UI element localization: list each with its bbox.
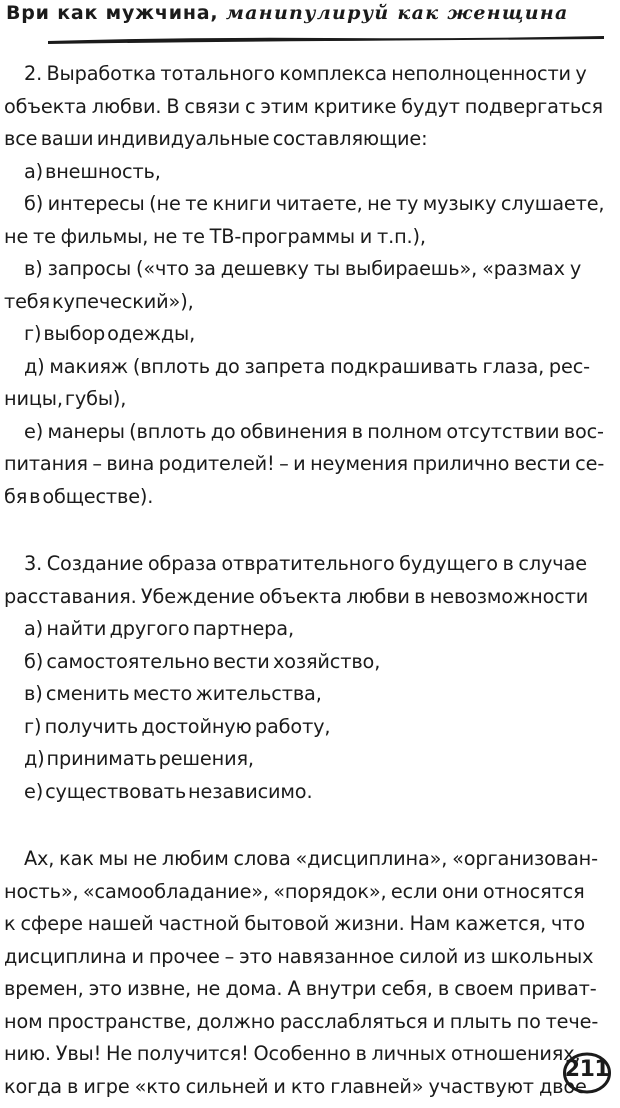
- text-line: 2. Выработка тотального комплекса неполноценности у: [24, 62, 587, 85]
- text-line: е) манеры (вплоть до обвинения в полном отсутствии вос-: [24, 419, 604, 443]
- text-line: дисциплина и прочее – это навязанное силой из школьных: [4, 944, 594, 968]
- section-2: [4, 548, 612, 808]
- text-line: ницы, губы),: [4, 387, 127, 410]
- header-rule: [46, 33, 606, 45]
- text-line: объекта любви. В связи с этим критике будут подвергаться: [4, 94, 603, 118]
- text-line: д) принимать решения,: [24, 747, 254, 770]
- text-line: а) внешность,: [24, 159, 161, 183]
- text-line: расставания. Убеждение объекта любви в невозможности: [4, 584, 589, 608]
- text-line: все ваши индивидуальные составляющие:: [4, 127, 428, 150]
- text-line: к сфере нашей частной бытовой жизни. Нам кажется, что: [4, 912, 585, 935]
- header-title: [6, 2, 569, 24]
- text-line: не те фильмы, не те ТВ-программы и т.п.),: [4, 224, 426, 248]
- header-title-sub: манипулируй как женщина: [225, 2, 569, 24]
- text-line: г) выбор одежды,: [24, 322, 196, 345]
- text-line: ном пространстве, должно расслабляться и плыть по тече-: [4, 1009, 599, 1033]
- section-1: [4, 58, 612, 513]
- text-line: питания – вина родителей! – и неумения прилично вести се-: [4, 452, 605, 475]
- text-line: в) запросы («что за дешевку ты выбираешь», «размах у: [24, 257, 582, 280]
- section-3: [4, 843, 612, 1103]
- text-line: б) самостоятельно вести хозяйство,: [24, 649, 381, 673]
- section-gap: [4, 513, 612, 548]
- text-line: тебя купеческий»),: [4, 289, 194, 313]
- text-line: когда в игре «кто сильней и кто главней» участвуют двое.: [4, 1074, 593, 1098]
- body-text: [4, 58, 612, 1103]
- text-line: е) существовать независимо.: [24, 779, 313, 803]
- text-line: бя в обществе).: [4, 484, 154, 508]
- text-line: времен, это извне, не дома. А внутри себя, в своем приват-: [4, 977, 597, 1000]
- page-number-text: 211: [564, 1057, 610, 1082]
- header-title-main: Ври как мужчина,: [6, 2, 219, 24]
- text-line: а) найти другого партнера,: [24, 617, 294, 640]
- text-line: ность», «самообладание», «порядок», если они относятся: [4, 879, 585, 903]
- text-line: д) макияж (вплоть до запрета подкрашивать глаза, рес-: [24, 354, 590, 378]
- running-header: [6, 0, 612, 46]
- section-gap: [4, 808, 612, 843]
- text-line: б) интересы (не те книги читаете, не ту музыку слушаете,: [24, 192, 605, 215]
- page-number: [562, 1051, 612, 1095]
- text-line: Ах, как мы не любим слова «дисциплина», «организован-: [24, 847, 598, 870]
- text-line: г) получить достойную работу,: [24, 714, 331, 738]
- text-line: в) сменить место жительства,: [24, 682, 322, 705]
- text-line: нию. Увы! Не получится! Особенно в личных отношениях,: [4, 1042, 581, 1065]
- text-line: 3. Создание образа отвратительного будущего в случае: [24, 552, 587, 575]
